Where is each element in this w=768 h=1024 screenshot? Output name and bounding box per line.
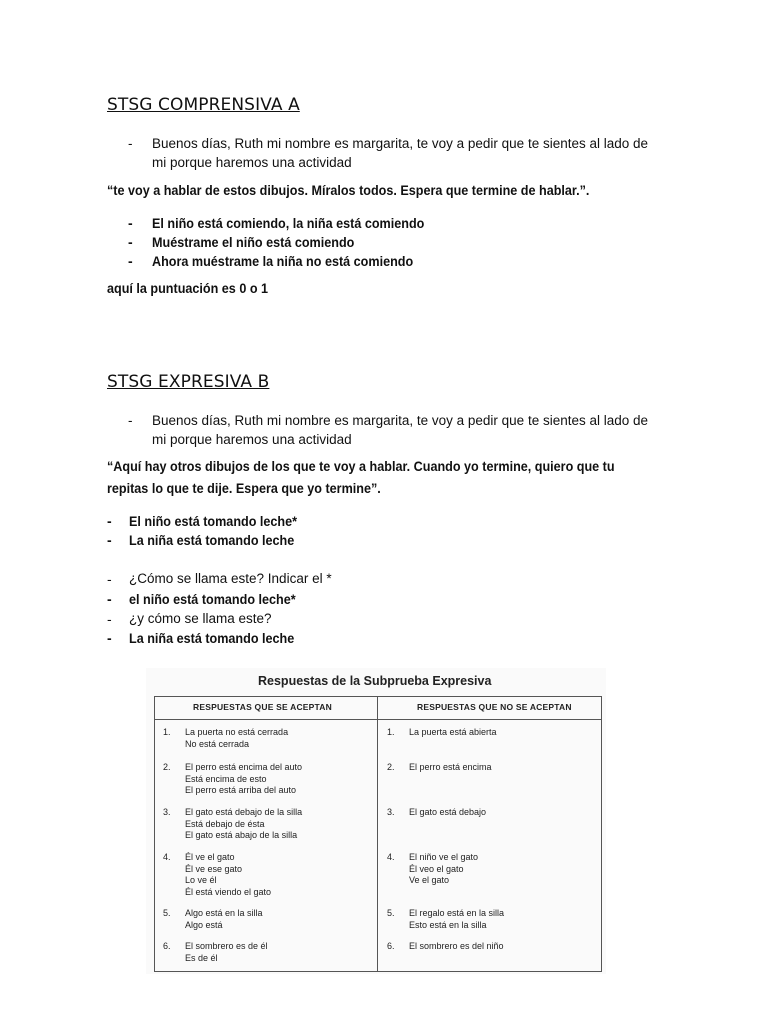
col-header-accepted: RESPUESTAS QUE SE ACEPTAN [193,702,332,712]
section-a-title: STSG COMPRENSIVA A [107,95,300,115]
section-b-instruction-line-2: repitas lo que te dije. Espera que yo termine”. [107,480,381,496]
intro-line-1: Buenos días, Ruth mi nombre es margarita, te voy a pedir que te sientes al lado de [152,413,649,428]
responses-table-scan [146,668,606,974]
section-a-instruction: “te voy a hablar de estos dibujos. Míralos todos. Espera que termine de hablar.”. [107,182,590,198]
section-b-instruction-line-1: “Aquí hay otros dibujos de los que te voy a hablar. Cuando yo termine, quiero que tu [107,458,615,474]
header-divider [155,719,601,720]
column-divider [377,697,378,971]
intro-dash: - [128,136,133,151]
responses-table: RESPUESTAS QUE SE ACEPTAN RESPUESTAS QUE NO SE ACEPTAN 1. La puerta no está cerrada No está cerrada 2. El perro está encima del auto Está encima de esto El perro está arriba del auto 3. El gato está debajo de la silla Está debajo de ésta El gato está abajo de la silla 4. Él ve el gato Él ve ese gato Lo ve él Él está viendo el gato 5. Algo está en la silla Algo está 6. El sombrero es de él Es de él 1. La puerta está abierta 2. El perro está encima 3. El gato está debajo 4. El niño ve el gato Él veo el gato Ve el gato 5. El regalo está en la silla Esto está en la silla 6. El sombrero es del niño [154,696,602,972]
col-header-rejected: RESPUESTAS QUE NO SE ACEPTAN [417,702,572,712]
intro-line-2: mi porque haremos una actividad [152,432,352,447]
table-title: Respuestas de la Subprueba Expresiva [258,674,492,688]
section-b-title: STSG EXPRESIVA B [107,372,270,392]
intro-dash: - [128,413,133,428]
intro-line-1: Buenos días, Ruth mi nombre es margarita, te voy a pedir que te sientes al lado de [152,136,649,151]
section-a-score-note: aquí la puntuación es 0 o 1 [107,280,269,296]
intro-line-2: mi porque haremos una actividad [152,155,352,170]
